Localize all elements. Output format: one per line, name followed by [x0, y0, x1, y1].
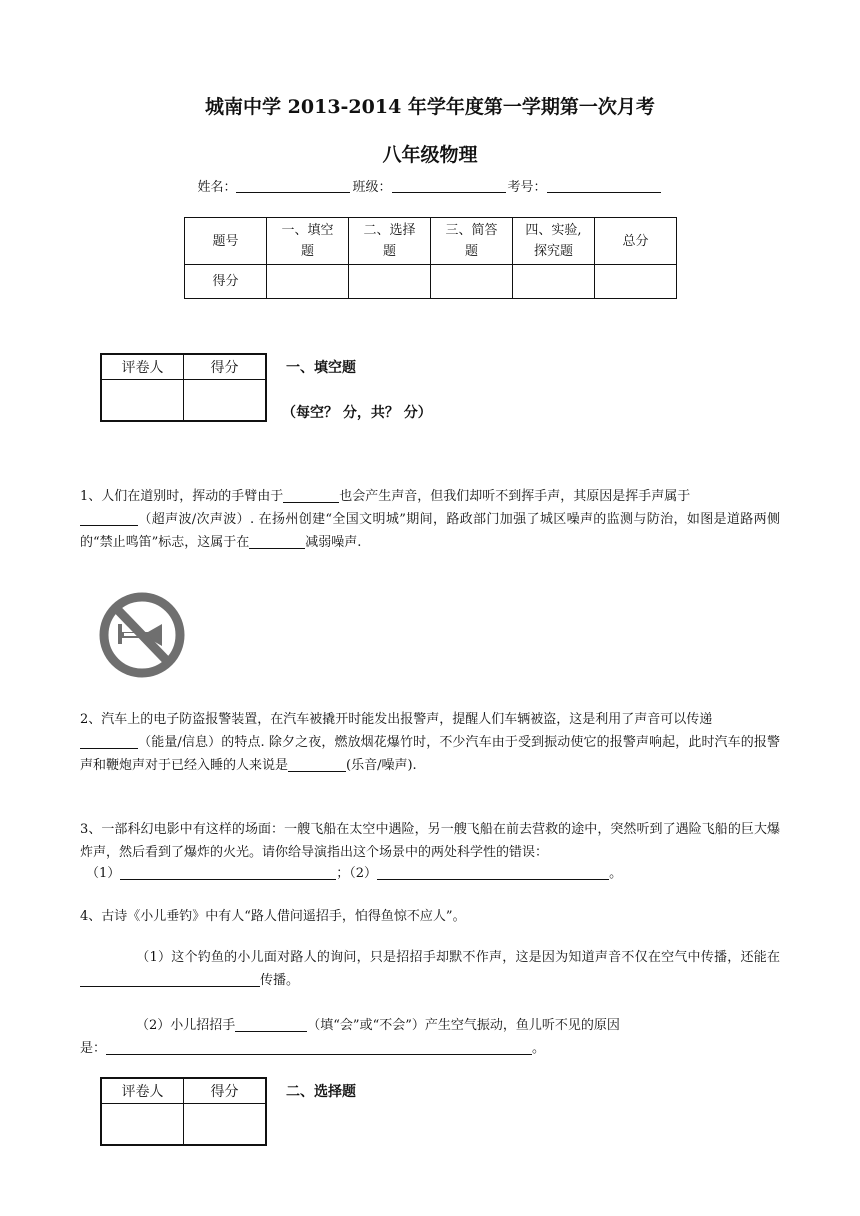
question-3	[80, 818, 780, 864]
grader-score-cell	[184, 380, 267, 422]
q4-blank-3[interactable]	[106, 1040, 532, 1055]
q4-part1	[80, 946, 780, 992]
reviewer-cell	[101, 1104, 184, 1146]
score-cell	[431, 265, 513, 299]
class-blank[interactable]	[392, 180, 506, 193]
q3-text: 3、一部科幻电影中有这样的场面：一艘飞船在太空中遇险，另一艘飞船在前去营救的途中，突然听到了遇险飞船的巨大爆炸声，然后看到了爆炸的火光。请你给导演指出这个场景中的两处科学性的错误：	[80, 822, 780, 860]
q4-part2-text: （2）小儿招招手	[136, 1018, 236, 1033]
grader-box-section1	[100, 353, 267, 422]
q1-blank-3[interactable]	[249, 534, 305, 549]
q4-part1-text: （1）这个钓鱼的小儿面对路人的询问，只是招招手却默不作声，这是因为知道声音不仅在空气中传播，还能在	[136, 950, 780, 965]
q4-part2	[80, 1014, 780, 1060]
score-row-label: 得分	[185, 265, 267, 299]
score-table	[184, 217, 677, 299]
q4-part2-mid: （填“会”或“不会”）产生空气振动，鱼儿听不见的原因	[307, 1018, 620, 1033]
q4-part2-label: 是：	[80, 1041, 107, 1056]
q2-blank-2[interactable]	[288, 757, 346, 772]
reviewer-label: 评卷人	[101, 354, 184, 380]
score-header-cell: 三、简答 题	[431, 218, 513, 265]
exam-no-blank[interactable]	[547, 180, 661, 193]
name-label: 姓名：	[197, 180, 237, 195]
name-blank[interactable]	[236, 180, 350, 193]
grader-score-label: 得分	[184, 354, 267, 380]
question-1	[80, 485, 780, 554]
q1-text-d: 减弱噪声.	[305, 535, 362, 550]
class-label: 班级：	[352, 180, 392, 195]
score-header-cell: 二、选择 题	[349, 218, 431, 265]
q2-text-a: 2、汽车上的电子防盗报警装置，在汽车被撬开时能发出报警声，提醒人们车辆被盗，这是利用了声音可以传递	[80, 712, 713, 727]
q1-blank-1[interactable]	[283, 488, 339, 503]
q4-blank-1[interactable]	[80, 972, 260, 987]
question-4: 4、古诗《小儿垂钓》中有人“路人借问遥招手，怕得鱼惊不应人”。	[80, 909, 466, 924]
student-info-line	[0, 176, 860, 195]
reviewer-label: 评卷人	[101, 1078, 184, 1104]
grader-box-section2	[100, 1077, 267, 1146]
q1-text-b: 也会产生声音，但我们却听不到挥手声，其原因是挥手声属于	[339, 489, 691, 504]
q2-blank-1[interactable]	[80, 734, 138, 749]
q3-part1-label: （1）	[86, 866, 121, 881]
q3-blank-2[interactable]	[377, 865, 609, 880]
reviewer-cell	[101, 380, 184, 422]
exam-subtitle: 八年级物理	[382, 144, 478, 166]
question-2	[80, 708, 780, 777]
q1-blank-2[interactable]	[80, 511, 138, 526]
section2-heading: 二、选择题	[286, 1084, 356, 1100]
q4-part1-end: 传播。	[260, 973, 300, 988]
score-cell	[595, 265, 677, 299]
grader-score-cell	[184, 1104, 267, 1146]
q1-text-a: 1、人们在道别时，挥动的手臂由于	[80, 489, 284, 504]
score-header-cell: 总分	[595, 218, 677, 265]
q3-end: 。	[609, 866, 623, 881]
q3-blank-1[interactable]	[120, 865, 336, 880]
exam-no-label: 考号：	[507, 180, 547, 195]
score-header-cell: 题号	[185, 218, 267, 265]
score-cell	[513, 265, 595, 299]
score-cell	[349, 265, 431, 299]
q2-text-c: (乐音/噪声).	[346, 758, 417, 773]
section1-heading: 一、填空题	[286, 360, 356, 376]
section1-note: （每空？ 分，共？ 分）	[282, 405, 432, 421]
q3-part2-label: ；（2）	[336, 866, 378, 881]
score-header-cell: 四、实验, 探究题	[513, 218, 595, 265]
grader-score-label: 得分	[184, 1078, 267, 1104]
no-horn-sign-icon	[96, 590, 188, 680]
score-header-cell: 一、填空 题	[267, 218, 349, 265]
q4-part2-end: 。	[532, 1041, 546, 1056]
q1-text-c: （超声波/次声波）. 在扬州创建“全国文明城”期间，路政部门加强了城区噪声的监测与防治，如图是道路两侧的“禁止鸣笛”标志，这属于在	[80, 512, 780, 550]
q2-text-b: （能量/信息）的特点. 除夕之夜，燃放烟花爆竹时，不少汽车由于受到振动使它的报警声响起，此时汽车的报警声和鞭炮声对于已经入睡的人来说是	[80, 735, 780, 773]
score-cell	[267, 265, 349, 299]
q4-blank-2[interactable]	[235, 1017, 307, 1032]
exam-title: 城南中学 2013-2014 年学年度第一学期第一次月考	[205, 96, 655, 118]
q3-answers	[86, 862, 622, 881]
